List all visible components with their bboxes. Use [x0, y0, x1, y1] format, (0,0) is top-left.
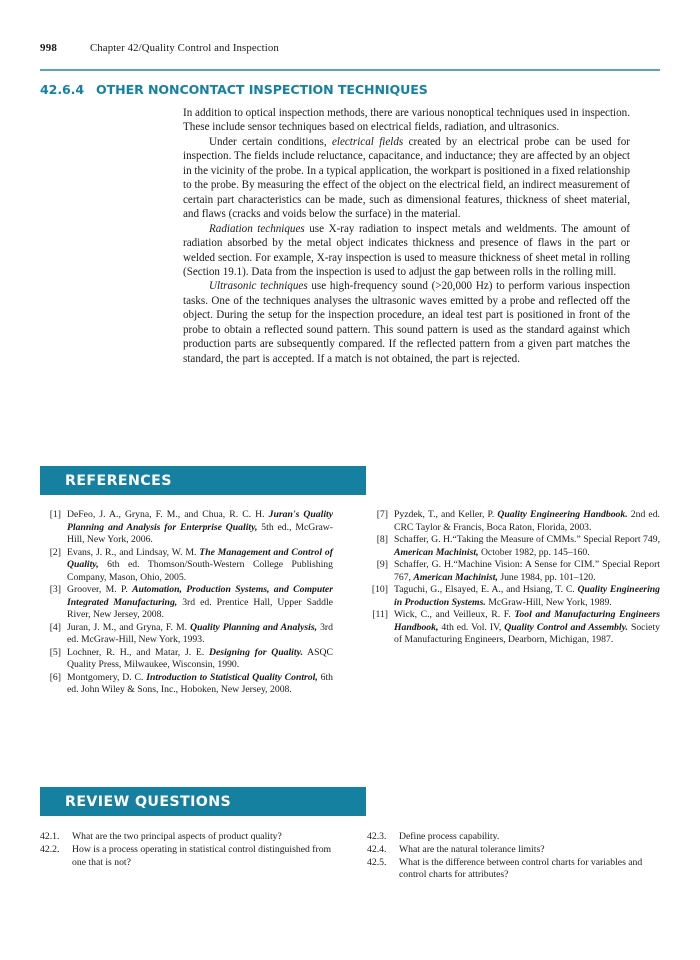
reference-publication: June 1984, pp. 101–120. [497, 571, 596, 583]
p2-rest: created by an electrical probe can be used for inspection. The fields include reluctance, capacitance, and inductance; they are affected by an object in the vicinity of the probe. In a typical application, the workpart is positioned in a fixed relationship to the probe. By measuring the effect of the object on the electrical field, an indirect measurement of certain part characteristics can be made, such as dimensional features, thickness of sheet material, and flaws (cracks and voids below the surface) in the material. [183, 135, 630, 221]
reference-subtitle: Quality Control and Assembly. [504, 621, 628, 633]
paragraph-2 [183, 135, 630, 222]
reference-text [394, 509, 660, 534]
reference-marker: [10] [371, 584, 388, 595]
reference-text [67, 509, 333, 547]
references-columns [40, 509, 660, 697]
reference-item [40, 547, 333, 585]
review-question-number: 42.5. [367, 856, 387, 868]
reference-text [67, 672, 333, 697]
reference-publication: 6th ed. John Wiley & Sons, Inc., Hoboken, New Jersey, 2008. [67, 671, 333, 695]
reference-item [367, 559, 660, 584]
reference-item [40, 584, 333, 622]
reference-authors: Evans, J. R., and Lindsay, W. M. [67, 546, 200, 558]
reference-text [67, 584, 333, 622]
reference-item [367, 584, 660, 609]
reference-title: Designing for Quality. [209, 646, 303, 658]
reference-item [40, 622, 333, 647]
reference-text [394, 559, 660, 584]
review-question-number: 42.3. [367, 831, 387, 842]
review-question-number: 42.1. [40, 831, 60, 842]
reference-text [67, 647, 333, 672]
reference-marker: [2] [49, 546, 61, 558]
section-heading [40, 82, 660, 97]
p4-rest: use high-frequency sound (>20,000 Hz) to perform various inspection tasks. One of the techniques analyses the ultrasonic waves emitted by a probe and reflected off the object. During the setup for the inspection procedure, an ideal test part is positioned in front of the probe to obtain a reflected sound pattern. This sound pattern is used as the standard against which production parts are subsequently compared. If the reflected pattern from a given part matches the standard, the part is accepted. If a match is not obtained, the part is rejected. [183, 280, 630, 365]
reference-title: Automation, Production Systems, and Computer Integrated Manufacturing, [67, 584, 333, 608]
review-question-number: 42.4. [367, 843, 387, 855]
reference-marker: [4] [49, 621, 61, 633]
reference-title: American Machinist, [394, 546, 479, 558]
reference-authors: Schaffer, G. H.“Machine Vision: A Sense for CIM.” Special Report 767, [394, 559, 660, 583]
reference-title: American Machinist, [413, 571, 498, 583]
reference-authors: Schaffer, G. H.“Taking the Measure of CMMs.” Special Report 749, [394, 534, 660, 545]
references-section-bar [40, 466, 366, 495]
reference-title: Quality Engineering Handbook. [497, 509, 628, 520]
header-rule [40, 69, 660, 71]
section-title: OTHER NONCONTACT INSPECTION TECHNIQUES [96, 82, 428, 97]
reference-authors: Montgomery, D. C. [67, 671, 147, 683]
review-questions-columns [40, 831, 660, 882]
reference-authors: Wick, C., and Veilleux, R. F. [394, 609, 515, 620]
review-questions-section-bar [40, 787, 366, 816]
reference-publication: 2nd ed. CRC Taylor & Francis, Boca Raton, Florida, 2003. [394, 509, 660, 533]
reference-item [367, 609, 660, 647]
reference-authors: DeFeo, J. A., Gryna, F. M., and Chua, R. C. H. [67, 509, 269, 520]
review-question-text: What are the natural tolerance limits? [399, 843, 545, 855]
reference-title: Introduction to Statistical Quality Control, [146, 671, 318, 683]
section-number: 42.6.4 [40, 82, 85, 97]
reference-title: Juran's Quality Planning and Analysis for Enterprise Quality, [67, 509, 334, 533]
body-text [183, 106, 630, 366]
reference-publication: ASQC Quality Press, Milwaukee, Wisconsin, 1990. [67, 646, 333, 670]
reference-item [40, 672, 333, 697]
reference-text [394, 609, 660, 647]
reference-publication-2: Society of Manufacturing Engineers, Dearborn, Michigan, 1987. [394, 621, 660, 645]
review-question-item [367, 857, 660, 883]
reference-marker: [8] [376, 534, 388, 545]
reference-text [394, 534, 660, 559]
paragraph-3 [183, 222, 630, 280]
reference-authors: Lochner, R. H., and Matar, J. E. [67, 646, 209, 658]
review-questions-column-right [367, 831, 660, 882]
p2-lead: Under certain conditions, [209, 135, 332, 148]
p3-rest: use X-ray radiation to inspect metals and weldments. The amount of radiation absorbed by the metal object indicates thickness and presence of flaws in the part or welded section. For example, X-ray inspection is used to measure thickness of sheet metal in rolling (Section 19.1). Data from the inspection is used to adjust the gap between rolls in the rolling mill. [183, 222, 630, 278]
p4-emphasis: Ultrasonic techniques [209, 280, 308, 293]
p2-emphasis: electrical fields [331, 135, 404, 148]
reference-publication: 3rd ed. Prentice Hall, Upper Saddle River, New Jersey, 2008. [67, 596, 333, 620]
reference-item [40, 647, 333, 672]
reference-publication: October 1982, pp. 145–160. [478, 546, 590, 558]
reference-text [67, 547, 333, 585]
paragraph-1: In addition to optical inspection methods, there are various nonoptical techniques used in inspection. These include sensor techniques based on electrical fields, radiation, and ultrasonics. [183, 107, 630, 134]
reference-title: Quality Engineering in Production Systems. [394, 584, 660, 608]
page-number: 998 [40, 42, 58, 54]
review-question-item [367, 831, 660, 844]
reference-marker: [7] [376, 509, 388, 520]
reference-marker: [6] [49, 671, 61, 683]
reference-publication: McGraw-Hill, New York, 1989. [485, 596, 612, 608]
review-question-text: How is a process operating in statistical control distinguished from one that is not? [72, 843, 332, 868]
references-column-left [40, 509, 333, 697]
review-question-item [40, 831, 333, 844]
reference-publication: 4th ed. Vol. IV, [438, 621, 505, 633]
review-question-number: 42.2. [40, 843, 60, 855]
reference-publication: 6th ed. Thomson/South-Western College Publishing Company, Mason, Ohio, 2005. [67, 559, 333, 583]
references-bar-label: REFERENCES [65, 472, 172, 489]
review-question-text: What is the difference between control charts for variables and control charts for attributes? [399, 856, 643, 881]
reference-item [367, 534, 660, 559]
reference-marker: [3] [49, 584, 61, 595]
chapter-title: Chapter 42/Quality Control and Inspection [90, 42, 279, 54]
reference-item [40, 509, 333, 547]
reference-item [367, 509, 660, 534]
review-question-text: Define process capability. [399, 831, 500, 842]
review-questions-column-left [40, 831, 333, 882]
p3-emphasis: Radiation techniques [209, 222, 305, 235]
reference-authors: Groover, M. P. [67, 584, 133, 595]
reference-marker: [11] [372, 609, 388, 620]
review-question-text: What are the two principal aspects of product quality? [72, 831, 282, 842]
reference-text [394, 584, 660, 609]
reference-title: Quality Planning and Analysis, [190, 621, 318, 633]
reference-publication: 5th ed., McGraw-Hill, New York, 2006. [67, 521, 333, 545]
reference-marker: [5] [49, 646, 61, 658]
reference-authors: Juran, J. M., and Gryna, F. M. [67, 621, 191, 633]
reference-marker: [9] [376, 559, 388, 570]
reference-authors: Taguchi, G., Elsayed, E. A., and Hsiang, T. C. [394, 584, 578, 595]
paragraph-4 [183, 279, 630, 366]
reference-marker: [1] [49, 509, 61, 520]
reference-authors: Pyzdek, T., and Keller, P. [394, 509, 498, 520]
running-head [40, 42, 660, 54]
review-question-item [367, 844, 660, 857]
reference-title: Tool and Manufacturing Engineers Handbook, [394, 609, 660, 633]
review-questions-bar-label: REVIEW QUESTIONS [65, 793, 232, 810]
review-question-item [40, 844, 333, 870]
reference-publication: 3rd ed. McGraw-Hill, New York, 1993. [67, 621, 333, 645]
reference-title: The Management and Control of Quality, [67, 546, 334, 570]
references-column-right [367, 509, 660, 697]
reference-text [67, 622, 333, 647]
